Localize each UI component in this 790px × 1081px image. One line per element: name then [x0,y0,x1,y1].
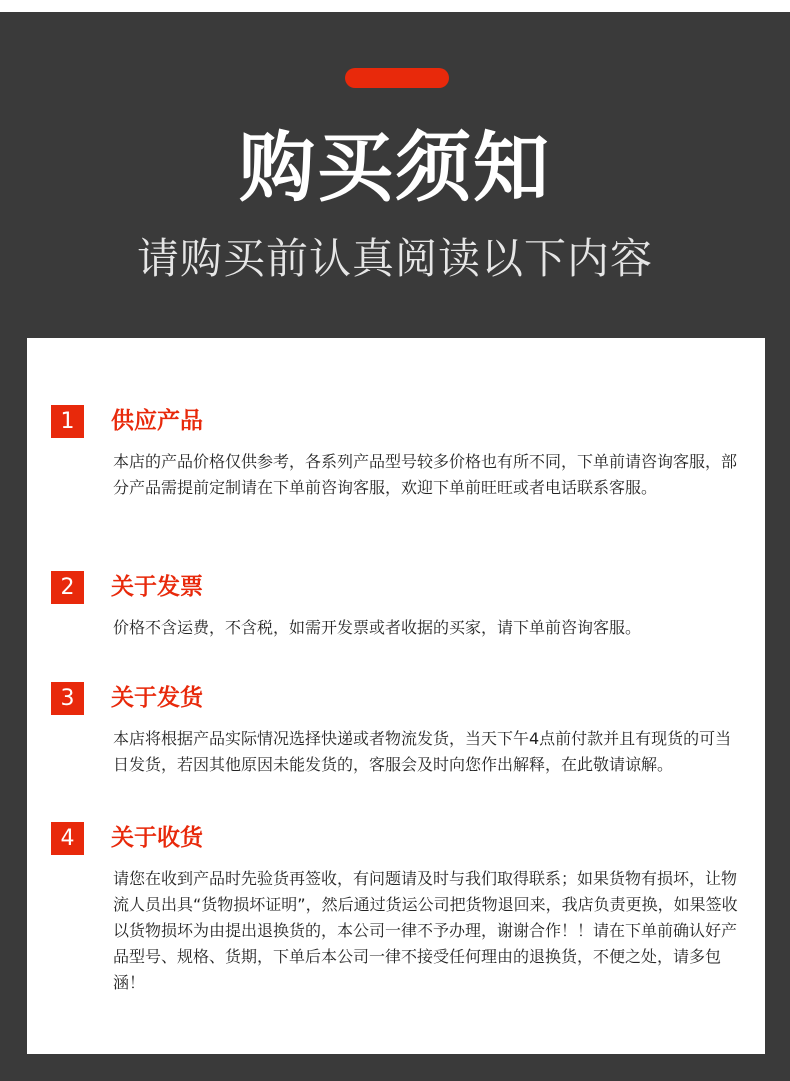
section-number-badge: 3 [51,682,84,715]
section-body: 本店将根据产品实际情况选择快递或者物流发货，当天下午4点前付款并且有现货的可当日发货，若因其他原因未能发货的，客服会及时向您作出解释，在此敬请谅解。 [113,729,732,774]
section-number-badge: 2 [51,571,84,604]
section-body: 价格不含运费，不含税，如需开发票或者收据的买家，请下单前咨询客服。 [113,618,642,637]
page-title: 购买须知 [239,123,551,212]
section-body: 请您在收到产品时先验货再签收，有问题请及时与我们取得联系；如果货物有损坏，让物流人员出具“货物损坏证明”，然后通过货运公司把货物退回来，我店负责更换，如果签收以货物损坏为由提出退换货的，本公司一律不予办理，谢谢合作！！请在下单前确认好产品型号、规格、货期，下单后本公司一律不接受任何理由的退换货，不便之处，请多包涵！ [113,869,738,992]
section-number-badge: 1 [51,405,84,438]
header-panel [0,12,790,1081]
section-title: 供应产品 [111,408,203,434]
notice-card [27,338,765,1054]
section-body: 本店的产品价格仅供参考，各系列产品型号较多价格也有所不同，下单前请咨询客服，部分产品需提前定制请在下单前咨询客服，欢迎下单前旺旺或者电话联系客服。 [113,452,738,497]
section-number-badge: 4 [51,822,84,855]
section-title: 关于收货 [111,825,203,851]
page-subtitle: 请购买前认真阅读以下内容 [136,234,653,283]
section-title: 关于发票 [111,574,203,600]
section-title: 关于发货 [111,685,203,711]
accent-bar [345,68,449,88]
